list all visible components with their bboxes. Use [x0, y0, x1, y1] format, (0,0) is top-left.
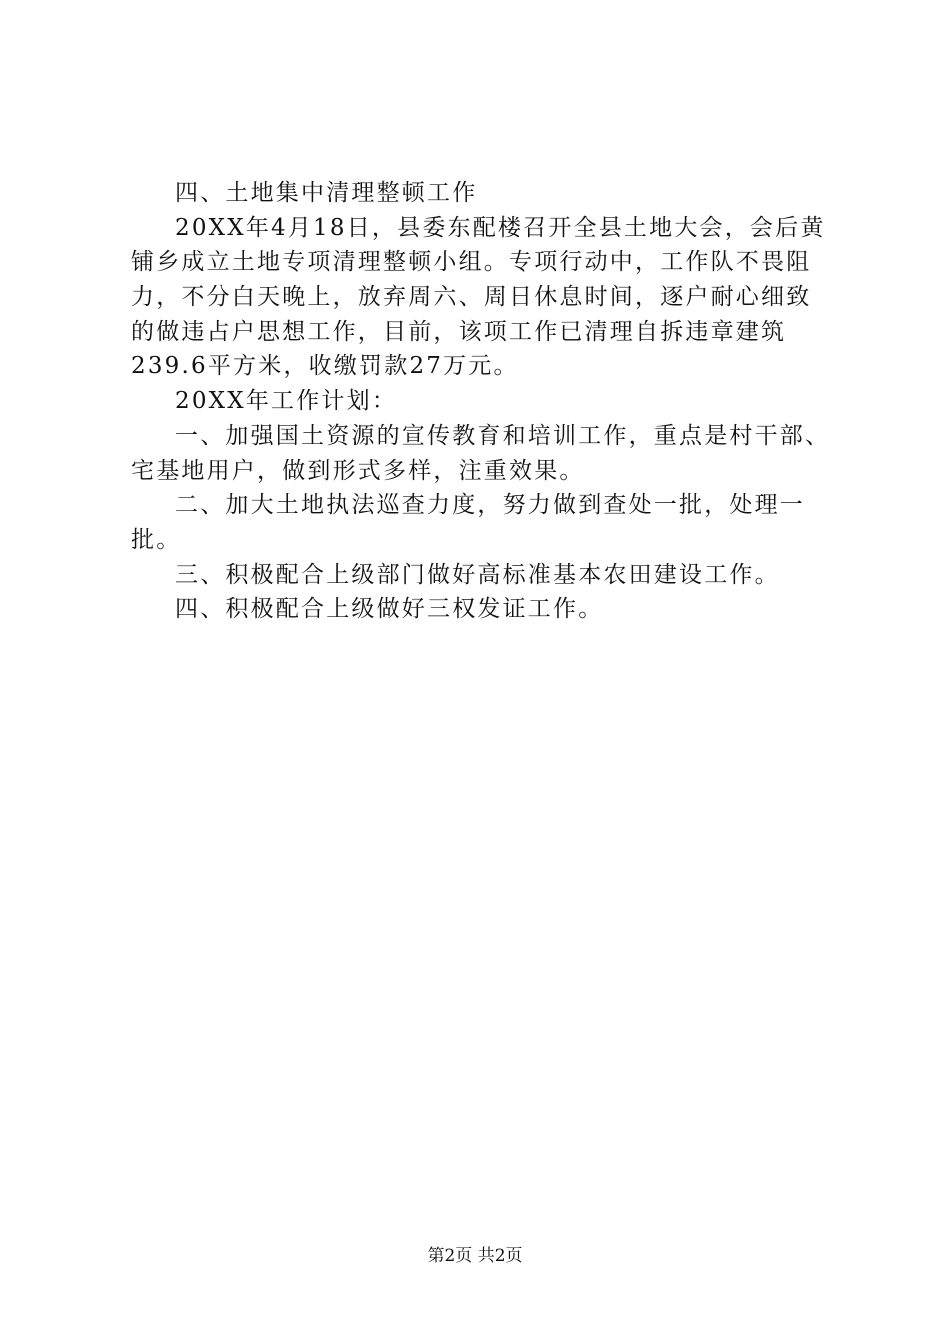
plan-item-line: 四、积极配合上级做好三权发证工作。 — [175, 596, 604, 623]
plan-item-line: 三、积极配合上级部门做好高标准基本农田建设工作。 — [175, 561, 780, 588]
paragraph-line: 239.6平方米，收缴罚款27万元。 — [131, 353, 519, 380]
plan-item-line: 宅基地用户，做到形式多样，注重效果。 — [131, 457, 585, 484]
paragraph-line: 20XX年4月18日，县委东配楼召开全县土地大会，会后黄 — [175, 214, 826, 241]
plan-heading: 20XX年工作计划： — [175, 388, 398, 415]
paragraph-line: 的做违占户思想工作，目前，该项工作已清理自拆违章建筑 — [131, 318, 787, 345]
plan-item-line: 一、加强国土资源的宣传教育和培训工作，重点是村干部、 — [175, 422, 831, 449]
plan-item-line: 二、加大土地执法巡查力度，努力做到查处一批，处理一 — [175, 492, 805, 519]
paragraph-line: 力，不分白天晚上，放弃周六、周日休息时间，逐户耐心细致 — [131, 284, 812, 311]
plan-item-line: 批。 — [131, 526, 182, 553]
page-number-footer: 第2页 共2页 — [427, 1246, 523, 1266]
paragraph-line: 铺乡成立土地专项清理整顿小组。专项行动中，工作队不畏阻 — [131, 249, 812, 276]
section-heading: 四、土地集中清理整顿工作 — [175, 180, 478, 206]
document-body — [131, 176, 831, 627]
